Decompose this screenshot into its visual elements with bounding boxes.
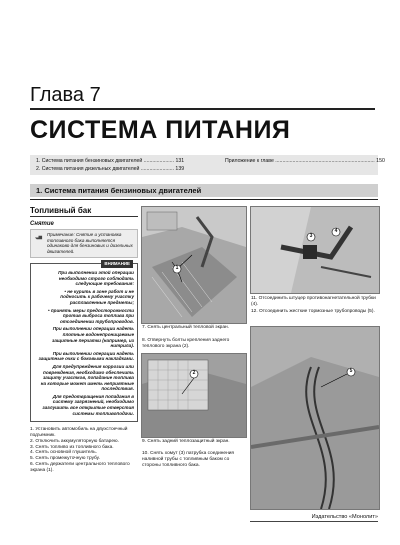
photo-rear-heat-shield [141, 353, 247, 438]
steps-list [30, 427, 138, 473]
chapter-title: СИСТЕМА ПИТАНИЯ [30, 116, 291, 144]
caption-step-9: 9. Снять задний теплозащитный экран. [142, 439, 230, 444]
warning-paragraph: При выполнении операции надеть плотные водонепроницаемые защитные перчатки (например, из нитрила). [51, 326, 134, 349]
caption-step-7: 7. Снять центральный тепловой экран. [142, 325, 229, 330]
section-title: 1. Система питания бензиновых двигателей [36, 186, 202, 195]
left-column [30, 206, 138, 474]
section-divider [30, 199, 378, 200]
photo-filler-pipe-clamp [250, 206, 380, 294]
warning-paragraph: • принять меры предосторожности против выброса топлива при отсоединении трубопроводов. [47, 307, 134, 324]
warning-paragraph: Для предупреждения коррозии или повреждения, необходимо обеспечить защиту участков, попадание топлива на которые может иметь неприятные последствия. [40, 363, 134, 392]
warning-box [30, 263, 138, 422]
note-text: Примечание: Снятие и установка топливного бака выполняется одинаково для бензиновых и дизельных двигателей. [47, 232, 133, 254]
caption-step-10: 10. Снять хомут (3) патрубка соединения наливной трубы с топливным баком со стороны топливного бака. [142, 451, 235, 468]
step-item: 4. Снять основной глушитель. [30, 450, 97, 456]
toc-item[interactable]: 1. Система питания бензиновых двигателей ..................... 131 [36, 158, 185, 164]
footer-divider [250, 521, 378, 522]
warning-paragraph: При выполнении операции надеть защитные очки с боковыми накладками. [38, 350, 134, 362]
step-item: 6. Снять держатели центрального теплового экрана (1). [30, 462, 130, 473]
warning-badge: ВНИМАНИЕ [101, 260, 133, 268]
removal-title: Снятие [30, 221, 54, 227]
note-box [30, 229, 138, 258]
caption-step-8: 8. Отвернуть болты крепления заднего теплового экрана (2). [142, 338, 230, 349]
caption-step-11: 11. Отсоединить штуцер противонагнетательной трубки (4). [251, 296, 376, 307]
publisher-footer: Издательство «Монолит» [311, 514, 378, 520]
callout-label: 2 [192, 370, 196, 376]
toc-item[interactable]: 2. Система питания дизельных двигателей ....................... 139 [36, 166, 185, 172]
subsection-title: Топливный бак [30, 206, 138, 217]
caption-step-12: 12. Отсоединить жесткие тормозные трубопроводы (5). [251, 309, 375, 314]
step-item: 3. Снять топливо из топливного бака. [30, 444, 114, 450]
photo-brake-lines [250, 326, 380, 510]
warning-paragraph: • не курить в зоне работ и не подносить к рабочему участку расплавленные предметы; [60, 288, 134, 305]
step-item: 2. Отключить аккумуляторную батарею. [30, 438, 119, 444]
callout-label: 5 [349, 368, 353, 374]
toc-item[interactable]: Приложение к главе ..................................................................... 150 [225, 158, 385, 164]
photo-heat-shield-holders [141, 206, 247, 324]
callout-label: 4 [334, 228, 338, 234]
step-item: 1. Установить автомобиль на двухстоечный подъемник. [30, 427, 128, 439]
step-item: 5. Снять промежуточную трубу. [30, 456, 100, 462]
callout-label: 1 [175, 265, 179, 271]
chapter-divider [30, 108, 375, 110]
table-of-contents [30, 155, 385, 175]
pointing-hand-icon [34, 233, 43, 242]
chapter-label: Глава 7 [30, 84, 101, 106]
warning-paragraph: Для предотвращения попадания в систему загрязнений, необходимо заглушить все открытые отверстия системы топливоподачи. [42, 393, 134, 416]
callout-label: 3 [309, 233, 313, 239]
warning-paragraph: При выполнении этой операции необходимо строго соблюдать следующие требования: [58, 270, 134, 287]
